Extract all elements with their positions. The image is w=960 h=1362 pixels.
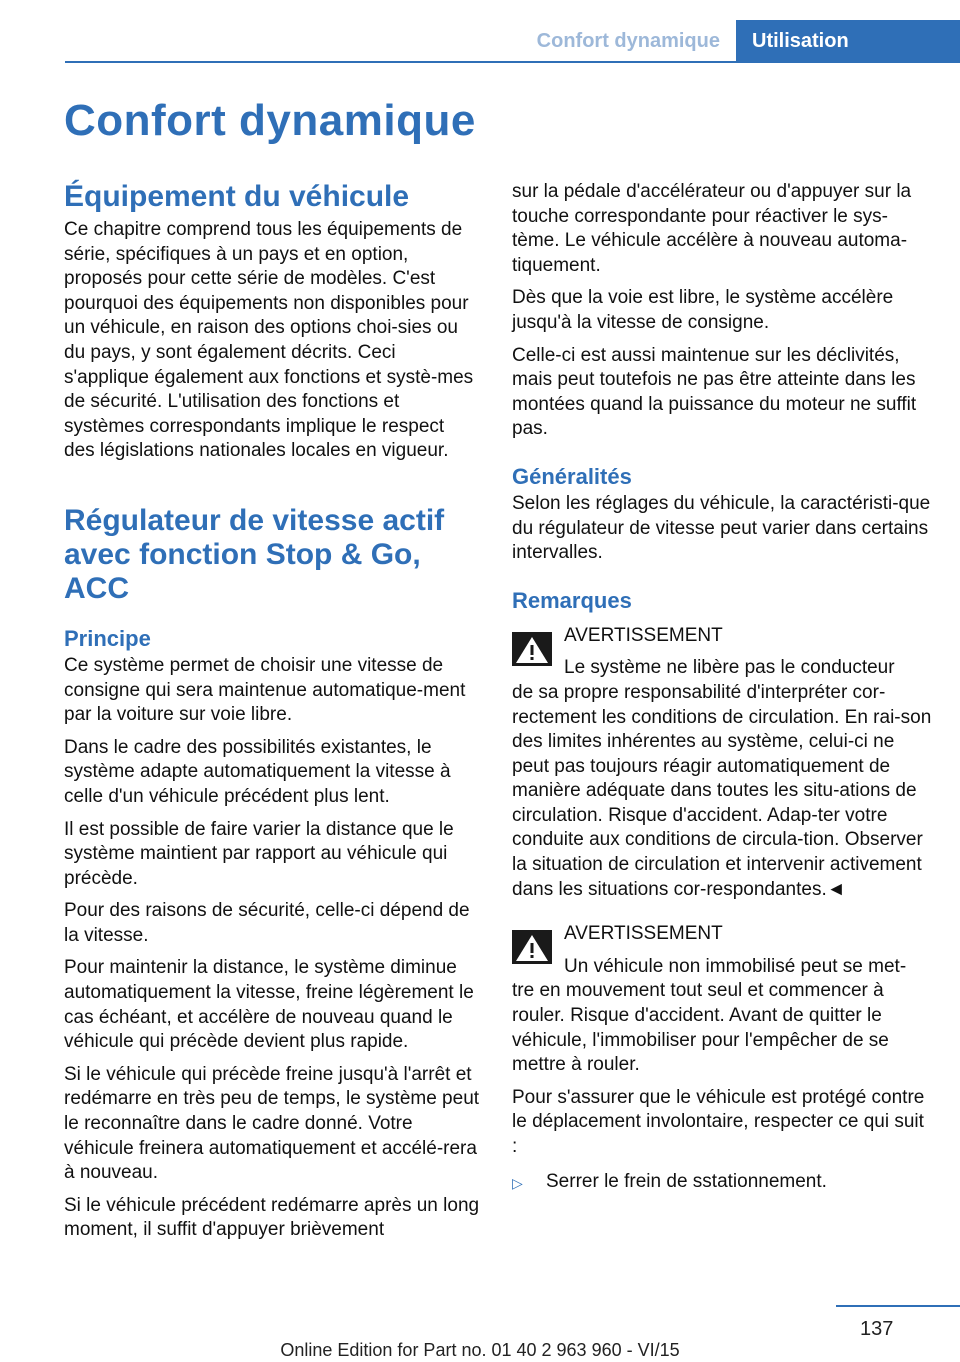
paragraph-declivites: Celle-ci est aussi maintenue sur les déclivités, mais peut toutefois ne pas être atteinte dans les montées quand la puissance du moteur ne suffit pas. [512,344,917,440]
paragraph-continuation: sur la pédale d'accélérateur ou d'appuyer sur la touche correspondante pour réactiver le sys-tème. Le véhicule accélère à nouveau automa-tiquement. [512,181,912,276]
paragraph-principe-5: Pour maintenir la distance, le système diminue automatiquement la vitesse, freine légèrement le cas échéant, et accélère de nouveau quand le véhicule qui précède devient plus rapide. [64,957,474,1053]
left-column [64,180,480,1251]
warning-1-title: AVERTISSEMENT [564,624,723,646]
heading-equipement: Équipement du véhicule [64,180,410,213]
warning-1-text: de sa propre responsabilité d'interpréter cor-rectement les conditions de circulation. En rai-son des limites inhérentes au système, celui-ci ne peut pas toujours réagir automatiquement de manière adéquate dans toutes les situ-ations de circulation. Risque d'accident. Adap-ter votre conduite aux conditions de circula-tion. Observer la situation de circulation et intervenir activement dans les situations cor-respondantes.◄ [512,681,932,900]
header-chapter-tab: Utilisation [736,20,960,63]
list-item-text: Serrer le frein de sstationnement. [546,1170,827,1192]
paragraph-voie-libre: Dès que la voie est libre, le système accélère jusqu'à la vitesse de consigne. [512,287,894,333]
paragraph-equipement: Ce chapitre comprend tous les équipements de série, spécifiques à un pays et en option, proposés pour cette série de modèles. C'est pourquoi des équipements non disponibles pour un véhicule, en raison des options choi-sies ou du pays, y sont également décrits. Ceci s'applique également aux fonctions et systè-mes de sécurité. L'utilisation des fonctions et systèmes correspondants implique le respect des législations nationales locales en vigueur. [64,219,474,462]
warning-triangle-icon [512,930,552,964]
paragraph-principe-4: Pour des raisons de sécurité, celle-ci dépend de la vitesse. [64,900,470,946]
paragraph-generalites: Selon les réglages du véhicule, la caractéristi-que du régulateur de vitesse peut varier dans certains intervalles. [512,492,931,564]
paragraph-principe-3: Il est possible de faire varier la distance que le système maintient par rapport au véhicule qui précède. [64,818,454,889]
right-column [512,180,932,1195]
warning-block-2 [512,922,932,1078]
paragraph-principe-2: Dans le cadre des possibilités existantes, le système adapte automatiquement la vitesse à celle d'un véhicule précédent plus lent. [64,736,451,807]
warning-2-text: tre en mouvement tout seul et commencer à rouler. Risque d'accident. Avant de quitter le véhicule, l'immobiliser pour l'empêcher de se mettre à rouler. [512,980,889,1076]
paragraph-principe-6: Si le véhicule qui précède freine jusqu'à l'arrêt et redémarre en très peu de temps, le système peut le reconnaître dans le cadre donné. Votre véhicule freinera automatiquement et accélé-rera à nouveau. [64,1063,480,1184]
list-item [512,1170,932,1196]
heading-generalites: Généralités [512,463,632,489]
paragraph-assurer: Pour s'assurer que le véhicule est protégé contre le déplacement involontaire, respecter ce qui suit : [512,1086,925,1157]
paragraph-principe-7: Si le véhicule précédent redémarre après un long moment, il suffit d'appuyer brièvement [64,1194,480,1241]
header-divider [65,61,960,63]
page-number: 137 [860,1318,894,1340]
page-title: Confort dynamique [64,96,476,145]
warning-2-title: AVERTISSEMENT [564,923,723,945]
page-header [0,0,960,62]
warning-1-first-line: Le système ne libère pas le conducteur [564,657,895,679]
footer-edition: Online Edition for Part no. 01 40 2 963 960 - VI/15 [280,1340,680,1360]
warning-triangle-icon [512,632,552,666]
warning-block-1 [512,624,932,903]
warning-2-first-line: Un véhicule non immobilisé peut se met- [564,955,907,977]
heading-principe: Principe [64,625,151,651]
paragraph-principe-1: Ce système permet de choisir une vitesse de consigne qui sera maintenue automatique-ment par la voiture sur voie libre. [64,654,466,726]
triangle-bullet-icon: ▷ [512,1174,523,1191]
footer-divider [836,1305,960,1307]
heading-remarques: Remarques [512,587,632,613]
header-section-tab: Confort dynamique [536,30,720,52]
heading-acc: Régulateur de vitesse actif avec fonction Stop & Go, ACC [64,503,445,605]
